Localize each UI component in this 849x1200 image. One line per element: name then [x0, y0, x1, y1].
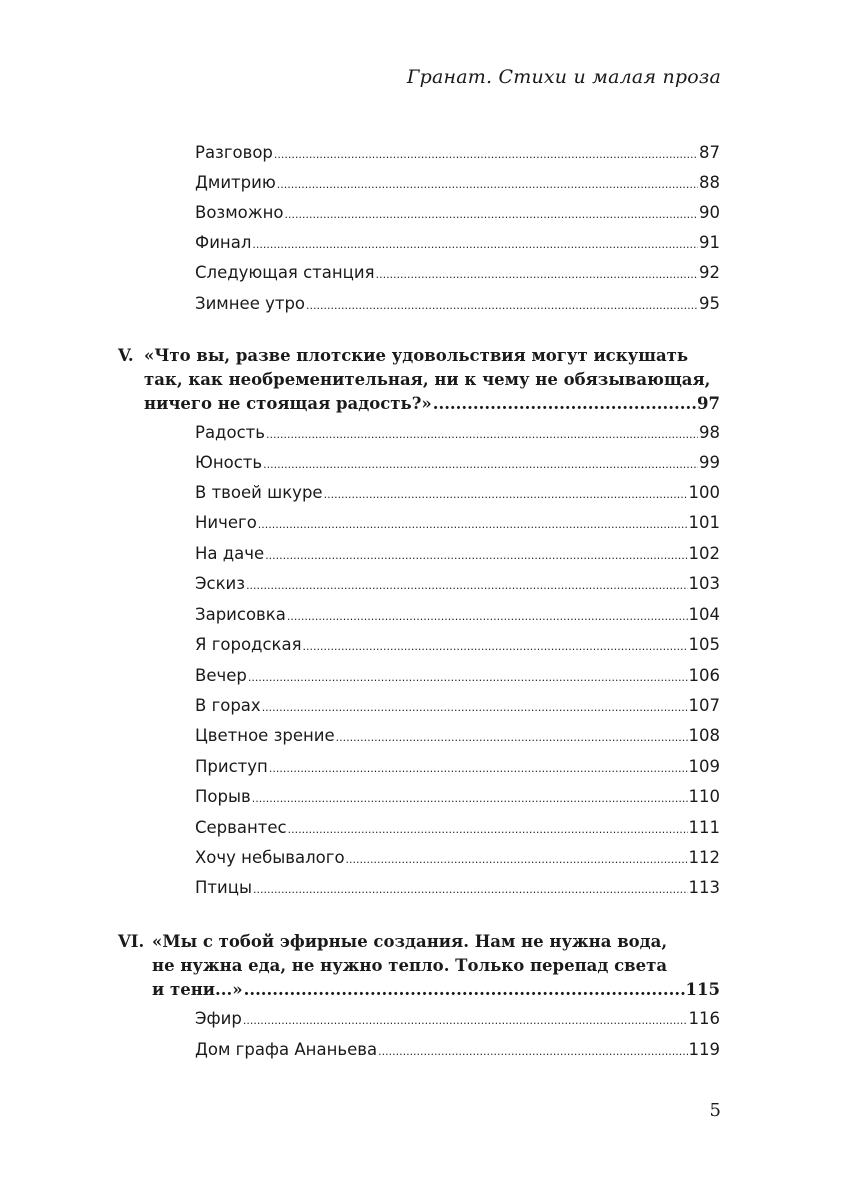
- toc-entry-title: Возможно: [195, 203, 284, 222]
- toc-entry-page: 91: [699, 233, 720, 252]
- toc-entry[interactable]: [195, 422, 720, 444]
- leader-dots: [258, 514, 688, 536]
- toc-entry[interactable]: [195, 172, 720, 194]
- toc-entry-title: Разговор: [195, 143, 273, 162]
- toc-entry-page: 111: [688, 818, 720, 837]
- leader-dots: [263, 454, 698, 476]
- toc-entry-page: 105: [688, 635, 720, 654]
- section-number: VI.: [118, 932, 145, 951]
- section-number: V.: [118, 346, 134, 365]
- toc-entry-title: Цветное зрение: [195, 726, 335, 745]
- toc-entry[interactable]: [195, 142, 720, 164]
- section-title-last-line: [144, 392, 720, 416]
- toc-entry-title: Порыв: [195, 787, 251, 806]
- toc-entry[interactable]: [195, 756, 720, 778]
- leader-dots: [336, 727, 688, 749]
- toc-entry-title: Зимнее утро: [195, 294, 306, 313]
- toc-entry-page: 99: [699, 453, 720, 472]
- section-title-line: «Что вы, разве плотские удовольствия могут искушать: [144, 346, 689, 365]
- toc-entry[interactable]: [195, 1039, 720, 1061]
- toc-entry-title: Вечер: [195, 666, 247, 685]
- toc-entry[interactable]: [195, 482, 720, 504]
- toc-section-vi[interactable]: [118, 930, 720, 1006]
- toc-entry[interactable]: [195, 725, 720, 747]
- leader-dots: [306, 295, 698, 317]
- leader-dots: [246, 575, 687, 597]
- toc-entry[interactable]: [195, 604, 720, 626]
- toc-entry[interactable]: [195, 786, 720, 808]
- toc-entry[interactable]: [195, 202, 720, 224]
- leader-dots: [266, 424, 698, 446]
- toc-entry-title: Радость: [195, 423, 265, 442]
- toc-entry-page: 107: [688, 696, 720, 715]
- leader-dots: [262, 697, 688, 719]
- toc-entry-title: Юность: [195, 453, 263, 472]
- toc-entry-title: В горах: [195, 696, 261, 715]
- toc-entry-page: 113: [688, 878, 720, 897]
- leader-dots: [243, 1010, 688, 1032]
- leader-dots: [274, 144, 698, 166]
- toc-entry-page: 103: [688, 574, 720, 593]
- toc-entry-page: 92: [699, 263, 720, 282]
- leader-dots: [378, 1041, 687, 1063]
- toc-entry[interactable]: [195, 665, 720, 687]
- toc-entry-title: Зарисовка: [195, 605, 286, 624]
- toc-section-v[interactable]: [118, 344, 720, 420]
- toc-entry[interactable]: [195, 817, 720, 839]
- leader-dots: [277, 174, 698, 196]
- toc-entry-page: 110: [688, 787, 720, 806]
- toc-entry-title: На даче: [195, 544, 265, 563]
- section-page: 115: [685, 980, 720, 999]
- leader-dots: [288, 819, 688, 841]
- leader-dots: [376, 264, 698, 286]
- leader-dots: [244, 978, 685, 1002]
- toc-entry-page: 102: [688, 544, 720, 563]
- toc-entry[interactable]: [195, 847, 720, 869]
- section-title-last-line: [152, 978, 720, 1002]
- leader-dots: [284, 204, 698, 226]
- toc-entry-title: Ничего: [195, 513, 257, 532]
- toc-entry-title: Я городская: [195, 635, 302, 654]
- leader-dots: [253, 879, 687, 901]
- section-title-line: так, как необременительная, ни к чему не обязывающая,: [144, 370, 711, 389]
- running-head-title: Гранат. Стихи и малая проза: [406, 66, 721, 88]
- toc-entry-page: 109: [688, 757, 720, 776]
- leader-dots: [287, 606, 688, 628]
- toc-entry[interactable]: [195, 634, 720, 656]
- toc-entry-title: В твоей шкуре: [195, 483, 323, 502]
- section-title-line: не нужна еда, не нужно тепло. Только перепад света: [152, 956, 668, 975]
- toc-entry-title: Хочу небывалого: [195, 848, 345, 867]
- toc-entry[interactable]: [195, 877, 720, 899]
- toc-entry-title: Эфир: [195, 1009, 242, 1028]
- toc-entry[interactable]: [195, 293, 720, 315]
- toc-entry-page: 88: [699, 173, 720, 192]
- toc-entry-page: 116: [688, 1009, 720, 1028]
- leader-dots: [346, 849, 688, 871]
- toc-entry[interactable]: [195, 452, 720, 474]
- toc-entry-page: 112: [688, 848, 720, 867]
- leader-dots: [252, 788, 688, 810]
- toc-entry-page: 90: [699, 203, 720, 222]
- toc-entry-title: Сервантес: [195, 818, 287, 837]
- toc-entry-title: Птицы: [195, 878, 253, 897]
- toc-entry[interactable]: [195, 1008, 720, 1030]
- toc-entry-page: 98: [699, 423, 720, 442]
- toc-entry-title: Дмитрию: [195, 173, 276, 192]
- leader-dots: [252, 234, 698, 256]
- toc-entry-page: 106: [688, 666, 720, 685]
- section-title-line: и тени...»: [152, 980, 243, 999]
- toc-entry[interactable]: [195, 695, 720, 717]
- toc-entry[interactable]: [195, 512, 720, 534]
- toc-entry-page: 101: [688, 513, 720, 532]
- toc-entry-page: 100: [688, 483, 720, 502]
- toc-entry-page: 87: [699, 143, 720, 162]
- toc-entry[interactable]: [195, 232, 720, 254]
- section-page: 97: [697, 394, 720, 413]
- toc-entry[interactable]: [195, 543, 720, 565]
- toc-entry-page: 95: [699, 294, 720, 313]
- toc-entry-title: Приступ: [195, 757, 268, 776]
- toc-entry-page: 108: [688, 726, 720, 745]
- toc-entry-title: Эскиз: [195, 574, 246, 593]
- leader-dots: [265, 545, 687, 567]
- section-title-line: «Мы с тобой эфирные создания. Нам не нужна вода,: [152, 932, 668, 951]
- section-title-line: ничего не стоящая радость?»: [144, 394, 432, 413]
- leader-dots: [269, 758, 688, 780]
- toc-entry-title: Следующая станция: [195, 263, 375, 282]
- leader-dots: [433, 392, 696, 416]
- toc-entry-page: 104: [688, 605, 720, 624]
- toc-entry-title: Финал: [195, 233, 252, 252]
- leader-dots: [248, 667, 688, 689]
- leader-dots: [303, 636, 688, 658]
- page-number: 5: [709, 1100, 721, 1121]
- toc-entry-title: Дом графа Ананьева: [195, 1040, 378, 1059]
- toc-entry[interactable]: [195, 573, 720, 595]
- toc-entry[interactable]: [195, 262, 720, 284]
- leader-dots: [324, 484, 688, 506]
- toc-entry-page: 119: [688, 1040, 720, 1059]
